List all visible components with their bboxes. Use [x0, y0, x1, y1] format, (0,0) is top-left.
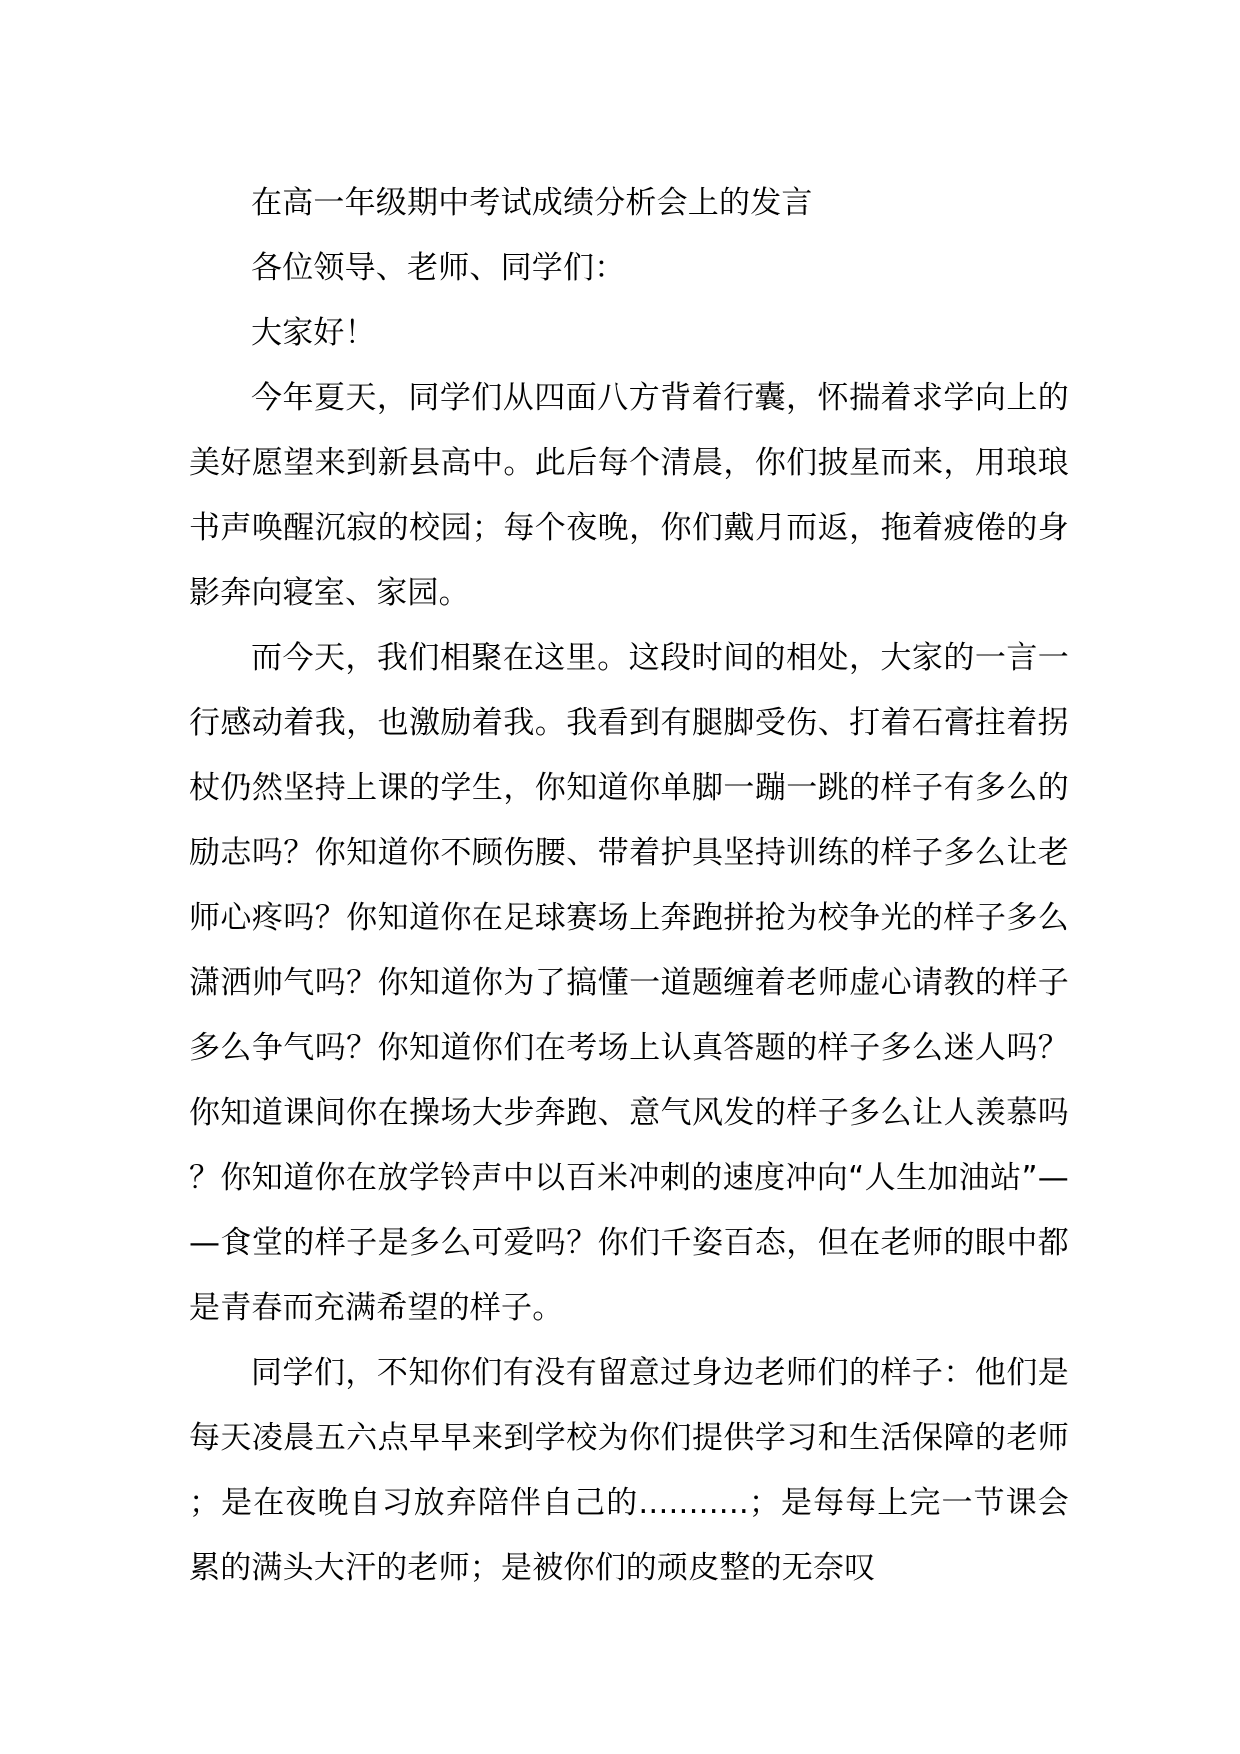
paragraph-summer-arrival: 今年夏天，同学们从四面八方背着行囊，怀揣着求学向上的美好愿望来到新县高中。此后每个清晨，你们披星而来，用琅琅书声唤醒沉寂的校园；每个夜晚，你们戴月而返，拖着疲倦的身影奔向寝室、家园。 — [189, 380, 1069, 611]
salutation: 各位领导、老师、同学们： — [251, 250, 626, 286]
greeting: 大家好！ — [251, 315, 376, 351]
paragraph-teacher-portraits: 同学们，不知你们有没有留意过身边老师们的样子：他们是每天凌晨五六点早早来到学校为你们提供学习和生活保障的老师；是在夜晚自习放弃陪伴自己的...........；是每每上完一节课会累的满头大汗的老师；是被你们的顽皮整的无奈叹 — [189, 1355, 1069, 1586]
document-title: 在高一年级期中考试成绩分析会上的发言 — [251, 185, 813, 221]
document-body — [189, 171, 1069, 1601]
paragraph-student-portraits: 而今天，我们相聚在这里。这段时间的相处，大家的一言一行感动着我，也激励着我。我看到有腿脚受伤、打着石膏拄着拐杖仍然坚持上课的学生，你知道你单脚一蹦一跳的样子有多么的励志吗？你知道你不顾伤腰、带着护具坚持训练的样子多么让老师心疼吗？你知道你在足球赛场上奔跑拼抢为校争光的样子多么潇洒帅气吗？你知道你为了搞懂一道题缠着老师虚心请教的样子多么争气吗？你知道你们在考场上认真答题的样子多么迷人吗？你知道课间你在操场大步奔跑、意气风发的样子多么让人羡慕吗？你知道你在放学铃声中以百米冲刺的速度冲向“人生加油站”——食堂的样子是多么可爱吗？你们千姿百态，但在老师的眼中都是青春而充满希望的样子。 — [189, 640, 1069, 1326]
